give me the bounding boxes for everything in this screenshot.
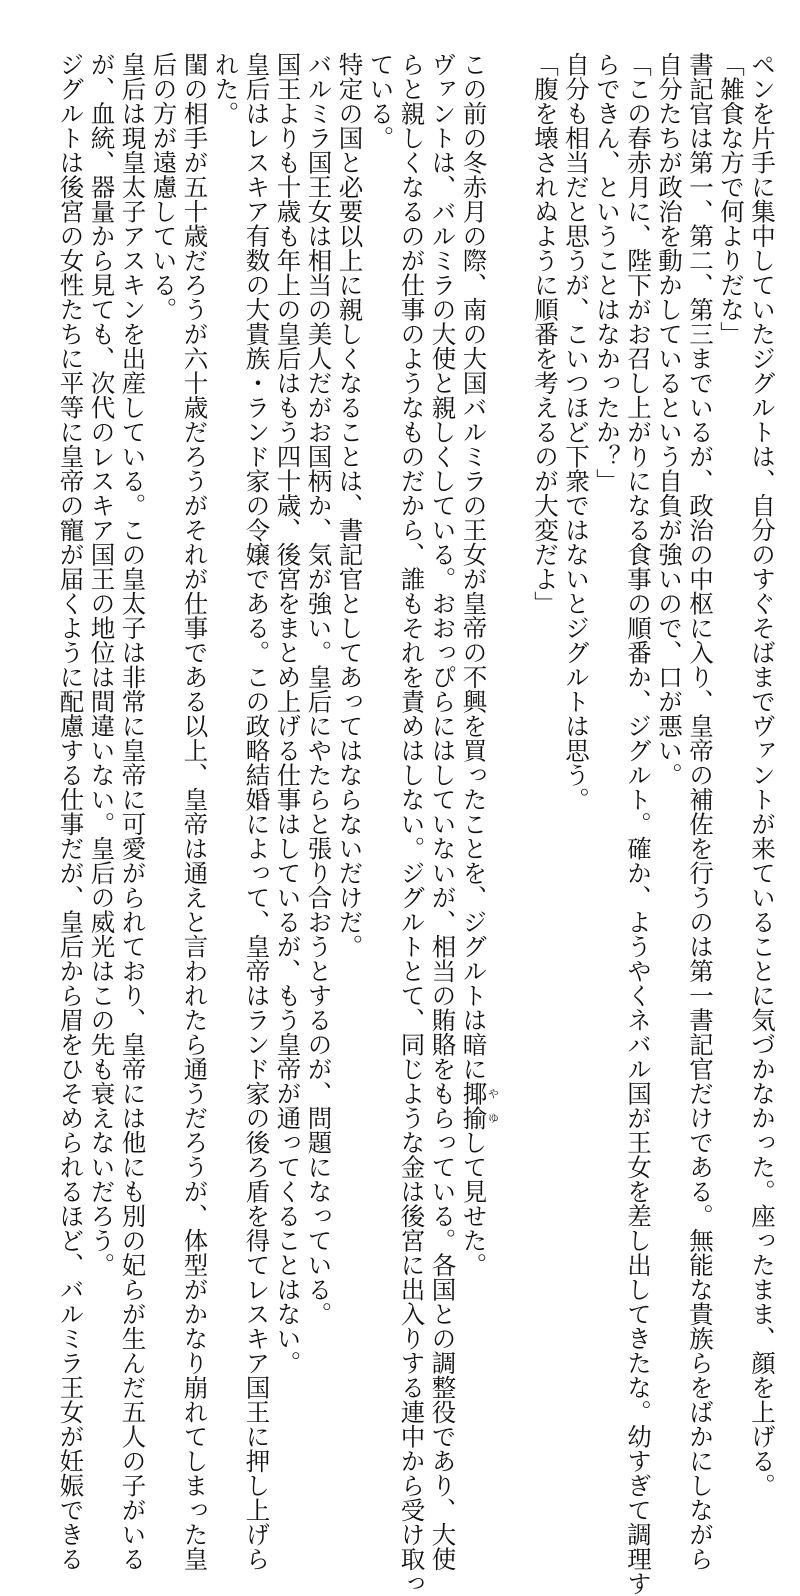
text-line: 国王よりも十歳も年上の皇后はもう四十歳、後宮をまとめ上げる仕事はしているが、もう皇帝が通ってくることはない。 (273, 52, 303, 1375)
text-line: 后の方が遠慮している。 (149, 52, 179, 322)
text-line: が、血統、器量から見ても、次代のレスキア国王の地位は間違いない。皇后の威光はこの先も衰えないだろう。 (87, 52, 117, 1277)
blank-line (499, 52, 530, 1242)
text-line: ジグルトは後宮の女性たちに平等に皇帝の寵が届くように配慮する仕事だが、皇后から眉をひそめられるほど、バルミラ王女が妊娠できる (56, 52, 86, 1571)
ruby-base: 揶揄 (459, 1081, 489, 1130)
text-line: 「腹を壊されぬように順番を考えるのが大変だよ」 (531, 52, 560, 616)
text-line: ヴァントは、バルミラの大使と親しくしている。おおっぴらにはしていないが、相当の賄賂をもらっている。各国との調整役であり、大使 (428, 52, 458, 1571)
text-line: 「雑食な方で何よりだな」 (717, 52, 746, 346)
text-line: 皇后は現皇太子アスキンを出産している。この皇太子は非常に皇帝に可愛がられており、皇帝には他にも別の妃らが生んだ五人の子がいる (118, 52, 148, 1571)
ruby-reading: やゆ (486, 1081, 500, 1130)
text-line: ている。 (366, 52, 396, 150)
text-line-with-ruby (459, 52, 500, 1277)
text-line: らできん、ということはなかったか？」 (593, 52, 622, 493)
vertical-text-body (56, 52, 779, 1596)
text-line: ペンを片手に集中していたジグルトは、自分のすぐそばまでヴァントが来ていることに気づかなかった。座ったまま、顔を上げる。 (748, 52, 777, 1498)
text-line: 特定の国と必要以上に親しくなることは、書記官としてあってはならないだけだ。 (335, 52, 365, 959)
text-segment: この前の冬赤月の際、南の大国バルミラの王女が皇帝の不興を買ったことを、ジグルトは暗に (459, 52, 489, 1081)
text-line: 閨の相手が五十歳だろうが六十歳だろうがそれが仕事である以上、皇帝は通えと言われたら通うだろうが、体型がかなり崩れてしまった皇 (180, 52, 210, 1571)
text-line: れた。 (211, 52, 241, 126)
text-line: 自分たちが政治を動かしているという自負が強いので、口が悪い。 (655, 52, 684, 787)
text-line: 自分も相当だと思うが、こいつほど下衆ではないとジグルトは思う。 (562, 52, 591, 812)
text-line: らと親しくなるのが仕事のようなものだから、誰もそれを責めはしない。ジグルトとて、同じような金は後宮に出入りする連中から受け取っ (397, 52, 427, 1596)
text-line: 皇后はレスキア有数の大貴族・ランド家の令嬢である。この政略結婚によって、皇帝はランド家の後ろ盾を得てレスキア国王に押し上げら (242, 52, 272, 1571)
text-line: バルミラ国王女は相当の美人だがお国柄か、気が強い。皇后にやたらと張り合おうとするのが、問題になっている。 (304, 52, 334, 1326)
ruby-annotation (459, 1081, 500, 1130)
text-segment: して見せた。 (459, 1130, 489, 1277)
text-line: 書記官は第一、第二、第三までいるが、政治の中枢に入り、皇帝の補佐を行うのは第一書記官だけである。無能な貴族らをばかにしながら (686, 52, 715, 1571)
text-line: 「この春赤月に、陛下がお召し上がりになる食事の順番か、ジグルト。確か、ようやくネバル国が王女を差し出してきたな。幼すぎて調理す (624, 52, 653, 1596)
